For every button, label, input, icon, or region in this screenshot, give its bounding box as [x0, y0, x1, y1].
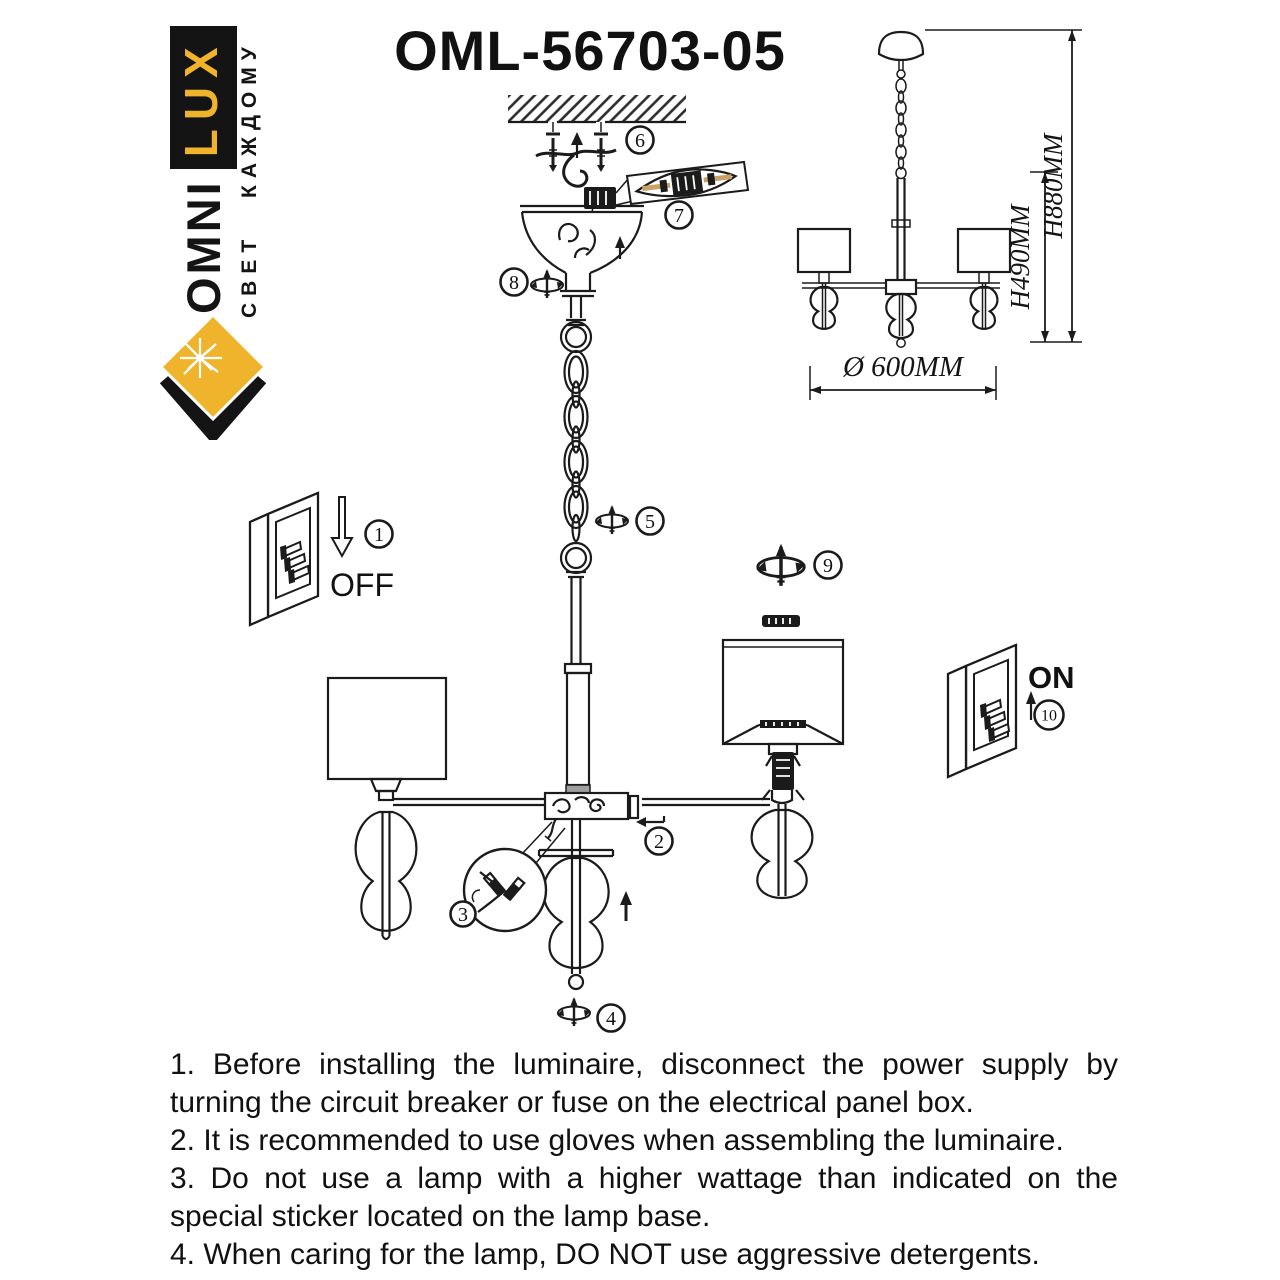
callout-5 — [637, 508, 664, 535]
on-label: ON — [1028, 660, 1075, 695]
svg-text:4: 4 — [606, 1008, 616, 1030]
arrow-down-icon — [332, 497, 352, 556]
rotate-icon — [756, 544, 805, 586]
instruction-line: 2. It is recommended to use gloves when assembling the luminaire. — [170, 1124, 1064, 1157]
svg-text:10: 10 — [1041, 707, 1057, 725]
right-shade — [723, 640, 843, 744]
callout-7 — [666, 202, 693, 229]
instruction-line: 1. Before installing the luminaire, disconnect the power supply by — [170, 1048, 1118, 1081]
dimension-total-height: H880MM — [1038, 133, 1068, 239]
arm-hub — [545, 793, 628, 819]
rotate-icon — [595, 505, 629, 534]
callout-3 — [451, 902, 476, 927]
brand-lux-text: LUX — [174, 38, 227, 158]
canopy — [501, 162, 749, 318]
model-number: OML-56703-05 — [394, 19, 786, 82]
svg-text:7: 7 — [674, 205, 684, 227]
dimension-fixture-height: H490MM — [1005, 204, 1035, 310]
insert-arrow — [646, 816, 664, 822]
central-column — [545, 578, 628, 974]
mini-chain — [896, 79, 906, 179]
instructions-list — [170, 1046, 1118, 1274]
power-off-panel — [250, 493, 394, 625]
brand-omni-text: OMNI — [176, 179, 230, 314]
rotate-icon — [530, 269, 564, 298]
ceiling-hatch — [508, 95, 686, 122]
callout-4 — [598, 1005, 625, 1032]
svg-text:1: 1 — [374, 524, 384, 546]
svg-text:5: 5 — [645, 511, 655, 533]
left-glass-ornament — [356, 812, 417, 931]
right-lamp — [723, 544, 843, 898]
callout-1 — [366, 521, 393, 548]
dimensions-diagram — [798, 30, 1082, 400]
callout-10 — [1035, 701, 1064, 730]
svg-text:6: 6 — [635, 130, 645, 152]
left-shade — [328, 678, 446, 779]
right-glass-ornament — [752, 810, 813, 898]
terminal-block — [584, 187, 616, 209]
instruction-line: turning the circuit breaker or fuse on the electrical panel box. — [170, 1086, 974, 1119]
lamp-socket — [762, 744, 804, 803]
off-label: OFF — [330, 567, 394, 603]
shade-finial-nut — [762, 615, 800, 627]
power-on-panel — [948, 645, 1075, 777]
instruction-line: 3. Do not use a lamp with a higher wattage than indicated on the — [170, 1162, 1118, 1195]
instruction-line: special sticker located on the lamp base. — [170, 1200, 711, 1233]
center-glass-ornament — [543, 858, 608, 968]
instruction-line: 4. When caring for the lamp, DO NOT use aggressive detergents. — [170, 1238, 1040, 1271]
svg-text:2: 2 — [654, 831, 664, 853]
arms — [393, 796, 770, 855]
arm-joint — [630, 796, 638, 818]
chain — [561, 320, 664, 577]
callout-6 — [627, 127, 654, 154]
svg-text:8: 8 — [509, 272, 519, 294]
svg-text:3: 3 — [458, 904, 468, 926]
callout-2 — [646, 828, 673, 855]
ceiling-hook — [564, 155, 587, 186]
left-lamp — [328, 678, 446, 939]
svg-text:9: 9 — [823, 555, 833, 577]
center-ornament — [539, 850, 632, 1032]
callout-9 — [815, 552, 842, 579]
callout-8 — [501, 269, 528, 296]
dimension-diameter: Ø 600MM — [842, 351, 964, 383]
rotate-icon — [557, 997, 591, 1026]
brand-tagline: СВЕТ КАЖДОМУ — [238, 40, 261, 318]
